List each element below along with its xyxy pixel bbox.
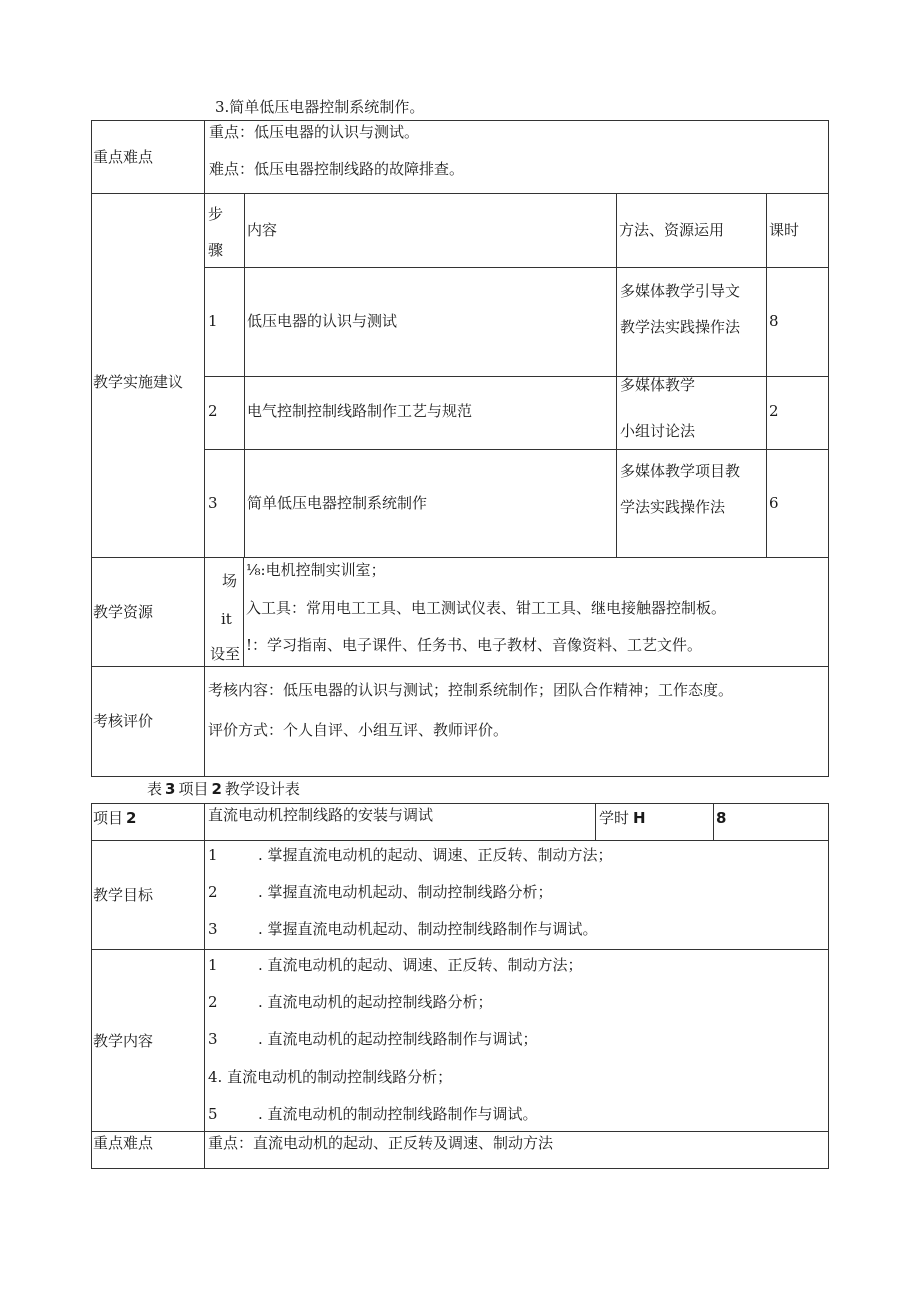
row-1-content: 低压电器的认识与测试 (247, 312, 398, 330)
project-label: 项目 2 (93, 809, 137, 827)
row-2-content: 电气控制控制线路制作工艺与规范 (247, 402, 473, 420)
assessment-line-1: 考核内容：低压电器的认识与测试；控制系统制作；团队合作精神；工作态度。 (208, 681, 734, 699)
project-hours-value: 8 (716, 809, 727, 827)
difficulty-text: 难点：低压电器控制线路的故障排查。 (209, 160, 465, 178)
row-2-method-1: 多媒体教学 (620, 376, 696, 394)
resources-sub-1: 场 (222, 572, 238, 590)
project-title: 直流电动机控制线路的安装与调试 (208, 806, 434, 824)
row-3-method-1: 多媒体教学项目教 (620, 462, 741, 480)
key-point-text: 重点：低压电器的认识与测试。 (209, 123, 420, 141)
assessment-label: 考核评价 (93, 712, 154, 730)
resources-line-3: !：学习指南、电子课件、任务书、电子教材、音像资料、工艺文件。 (246, 636, 703, 654)
row-1-method-2: 教学法实践操作法 (620, 318, 741, 336)
row-1-method-1: 多媒体教学引导文 (620, 282, 741, 300)
row-3-hours: 6 (769, 494, 779, 512)
resources-label: 教学资源 (93, 603, 154, 621)
header-step-1: 步 (208, 205, 224, 223)
resources-sub-3: 设至 (210, 645, 241, 663)
content-label: 教学内容 (93, 1032, 154, 1050)
row-3-step: 3 (208, 494, 218, 512)
header-method: 方法、资源运用 (619, 221, 725, 239)
header-content: 内容 (247, 221, 278, 239)
header-hours: 课时 (769, 221, 800, 239)
assessment-line-2: 评价方式：个人自评、小组互评、教师评价。 (208, 721, 509, 739)
key-points-label: 重点难点 (93, 148, 154, 166)
resources-line-2: 入工具：常用电工工具、电工测试仪表、钳工工具、继电接触器控制板。 (246, 599, 727, 617)
header-step-2: 骤 (208, 241, 224, 259)
project-hours-label: 学时 H (599, 809, 646, 827)
resources-line-1: ⅛:电机控制实训室； (246, 561, 386, 579)
row-3-method-2: 学法实践操作法 (620, 498, 726, 516)
row-1-step: 1 (208, 312, 218, 330)
intro-line: 3.简单低压电器控制系统制作。 (215, 98, 425, 116)
resources-sub-2: it (221, 610, 232, 628)
row-2-step: 2 (208, 402, 218, 420)
row-1-hours: 8 (769, 312, 779, 330)
row-2-hours: 2 (769, 402, 779, 420)
key-points-2-text: 重点：直流电动机的起动、正反转及调速、制动方法 (208, 1134, 554, 1152)
row-3-content: 简单低压电器控制系统制作 (247, 494, 428, 512)
implementation-label: 教学实施建议 (93, 373, 184, 391)
key-points-2-label: 重点难点 (93, 1134, 154, 1152)
row-2-method-2: 小组讨论法 (620, 422, 696, 440)
objectives-label: 教学目标 (93, 886, 154, 904)
table-2-caption: 表 3 项目 2 教学设计表 (147, 780, 300, 798)
